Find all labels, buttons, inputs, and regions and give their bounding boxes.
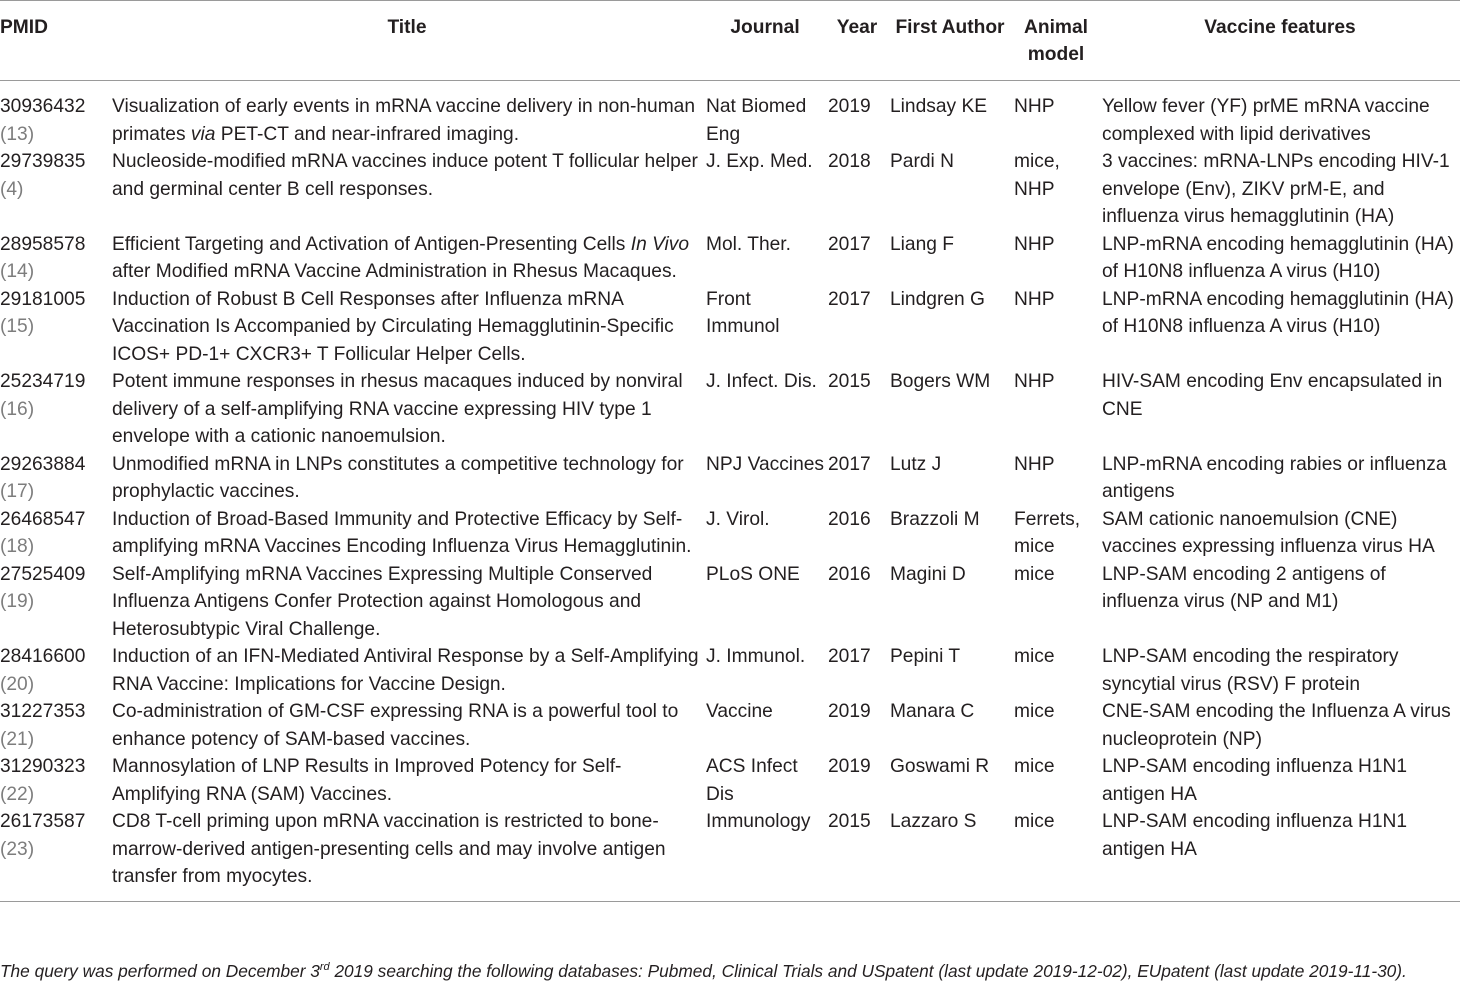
- reference-link: (20): [0, 673, 35, 695]
- cell-first-author: Manara C: [890, 701, 975, 722]
- pmid-value: 28416600: [0, 646, 86, 667]
- cell-journal: Vaccine: [706, 701, 773, 722]
- cell-animal-model: mice: [1014, 756, 1055, 777]
- pmid-value: 31290323: [0, 756, 86, 777]
- title-text-rest: after Modified mRNA Vaccine Administration in Rhesus Macaques.: [112, 261, 677, 282]
- reference-link: (18): [0, 536, 35, 557]
- cell-title: [110, 561, 704, 644]
- title-text: Co-administration of GM-CSF expressing RNA is a powerful tool to enhance potency of SAM-based vaccines.: [112, 701, 679, 750]
- cell-pmid: [0, 506, 110, 561]
- cell-first-author: Liang F: [890, 233, 954, 255]
- title-text: Visualization of early events in mRNA vaccine delivery in non-human primates: [112, 96, 696, 145]
- cell-vaccine-features: LNP-SAM encoding the respiratory syncytial virus (RSV) F protein: [1102, 646, 1399, 695]
- cell-vaccine-features: LNP-SAM encoding 2 antigens of influenza virus (NP and M1): [1102, 563, 1386, 612]
- cell-first-author: Pepini T: [890, 646, 961, 667]
- reference-link: (22): [0, 783, 35, 805]
- title-text: Nucleoside-modified mRNA vaccines induce potent T follicular helper and germinal center B cell responses.: [112, 151, 698, 200]
- pmid-value: 27525409: [0, 563, 86, 585]
- cell-title: [110, 808, 704, 901]
- cell-journal: ACS Infect Dis: [706, 756, 798, 805]
- cell-year: 2017: [828, 233, 871, 255]
- table-row: [0, 753, 1460, 808]
- title-text: Efficient Targeting and Activation of Antigen-Presenting Cells: [112, 233, 631, 255]
- title-text: Self-Amplifying mRNA Vaccines Expressing Multiple Conserved Influenza Antigens Confer Protection against Homologous and Heterosubtypic Viral Challenge.: [112, 563, 653, 640]
- cell-pmid: [0, 643, 110, 698]
- pmid-value: 29181005: [0, 288, 86, 310]
- reference-link: (23): [0, 838, 35, 860]
- cell-animal-model: mice: [1014, 701, 1055, 722]
- title-text: Induction of Broad-Based Immunity and Protective Efficacy by Self-amplifying mRNA Vaccines Encoding Influenza Virus Hemagglutinin.: [112, 508, 692, 557]
- pmid-value: 29263884: [0, 453, 86, 475]
- footnote-text-start: The query was performed on December 3: [0, 961, 320, 981]
- col-header-vaccine-features: Vaccine features: [1204, 17, 1356, 38]
- pmid-value: 31227353: [0, 701, 86, 722]
- cell-first-author: Pardi N: [890, 151, 954, 172]
- table-row: [0, 451, 1460, 506]
- title-text: Induction of Robust B Cell Responses after Influenza mRNA Vaccination Is Accompanied by Circulating Hemagglutinin-Specific ICOS+ PD-1+ CXCR3+ T Follicular Helper Cells.: [112, 288, 674, 365]
- cell-year: 2017: [828, 646, 871, 667]
- cell-title: [110, 286, 704, 369]
- title-text: Induction of an IFN-Mediated Antiviral Response by a Self-Amplifying RNA Vaccine: Implications for Vaccine Design.: [112, 646, 699, 695]
- cell-pmid: [0, 81, 110, 149]
- table-row: [0, 561, 1460, 644]
- cell-first-author: Bogers WM: [890, 371, 991, 392]
- cell-journal: Immunology: [706, 811, 811, 832]
- table-row: [0, 808, 1460, 901]
- cell-first-author: Lindgren G: [890, 288, 985, 310]
- cell-pmid: [0, 286, 110, 369]
- col-header-animal-model: Animal model: [1024, 17, 1088, 65]
- cell-pmid: [0, 368, 110, 451]
- cell-first-author: Brazzoli M: [890, 508, 980, 530]
- cell-year: 2019: [828, 96, 871, 117]
- cell-first-author: Goswami R: [890, 756, 990, 777]
- cell-pmid: [0, 231, 110, 286]
- cell-year: 2015: [828, 811, 871, 832]
- cell-vaccine-features: 3 vaccines: mRNA-LNPs encoding HIV-1 envelope (Env), ZIKV prM-E, and influenza virus hemagglutinin (HA): [1102, 151, 1450, 227]
- cell-pmid: [0, 148, 110, 231]
- reference-link: (14): [0, 261, 35, 282]
- cell-first-author: Magini D: [890, 563, 966, 585]
- cell-vaccine-features: Yellow fever (YF) prME mRNA vaccine complexed with lipid derivatives: [1102, 96, 1430, 145]
- reference-link: (17): [0, 481, 35, 502]
- cell-pmid: [0, 753, 110, 808]
- cell-vaccine-features: CNE-SAM encoding the Influenza A virus nucleoprotein (NP): [1102, 701, 1451, 750]
- cell-vaccine-features: LNP-SAM encoding influenza H1N1 antigen HA: [1102, 756, 1408, 805]
- cell-year: 2019: [828, 701, 871, 722]
- table-row: [0, 506, 1460, 561]
- cell-first-author: Lazzaro S: [890, 811, 977, 832]
- cell-journal: Mol. Ther.: [706, 233, 791, 255]
- cell-vaccine-features: LNP-mRNA encoding hemagglutinin (HA) of H10N8 influenza A virus (H10): [1102, 233, 1454, 282]
- reference-link: (15): [0, 316, 35, 337]
- cell-animal-model: NHP: [1014, 371, 1055, 392]
- cell-animal-model: NHP: [1014, 233, 1055, 255]
- cell-year: 2015: [828, 371, 871, 392]
- pmid-value: 25234719: [0, 371, 86, 392]
- cell-journal: J. Virol.: [706, 508, 770, 530]
- cell-vaccine-features: SAM cationic nanoemulsion (CNE) vaccines expressing influenza virus HA: [1102, 508, 1435, 557]
- cell-pmid: [0, 698, 110, 753]
- cell-pmid: [0, 451, 110, 506]
- reference-link: (16): [0, 398, 35, 420]
- cell-animal-model: NHP: [1014, 288, 1055, 310]
- pmid-value: 26173587: [0, 811, 86, 832]
- title-text: Unmodified mRNA in LNPs constitutes a competitive technology for prophylactic vaccines.: [112, 453, 684, 502]
- table-footnote: [0, 960, 1407, 982]
- cell-vaccine-features: LNP-mRNA encoding hemagglutinin (HA) of H10N8 influenza A virus (H10): [1102, 288, 1454, 337]
- title-text: Mannosylation of LNP Results in Improved Potency for Self-Amplifying RNA (SAM) Vaccines.: [112, 756, 622, 805]
- cell-journal: PLoS ONE: [706, 563, 800, 585]
- pmid-value: 29739835: [0, 151, 86, 172]
- cell-journal: Front Immunol: [706, 288, 780, 337]
- col-header-pmid: PMID: [0, 17, 48, 38]
- table-row: [0, 231, 1460, 286]
- cell-vaccine-features: LNP-SAM encoding influenza H1N1 antigen HA: [1102, 811, 1408, 860]
- table-row: [0, 81, 1460, 149]
- reference-link: (13): [0, 123, 35, 145]
- title-text: Potent immune responses in rhesus macaques induced by nonviral delivery of a self-amplifying RNA vaccine expressing HIV type 1 envelope with a cationic nanoemulsion.: [112, 371, 683, 447]
- reference-link: (4): [0, 178, 24, 200]
- footnote-ordinal-suffix: rd: [319, 961, 330, 973]
- col-header-title: Title: [387, 17, 427, 38]
- cell-first-author: Lutz J: [890, 453, 942, 475]
- table-row: [0, 286, 1460, 369]
- table-row: [0, 368, 1460, 451]
- reference-link: (19): [0, 591, 35, 612]
- footnote-text-end: 2019 searching the following databases: Pubmed, Clinical Trials and USpatent (last update 2019-12-02), EUpatent (last update 2019-11-30).: [329, 961, 1407, 981]
- cell-year: 2016: [828, 563, 871, 585]
- cell-title: [110, 148, 704, 231]
- pmid-value: 30936432: [0, 96, 86, 117]
- col-header-journal: Journal: [730, 17, 800, 38]
- cell-title: [110, 643, 704, 698]
- pmid-value: 28958578: [0, 233, 86, 255]
- cell-journal: NPJ Vaccines: [706, 453, 825, 475]
- cell-animal-model: mice: [1014, 811, 1055, 832]
- cell-animal-model: mice: [1014, 563, 1055, 585]
- cell-animal-model: mice, NHP: [1014, 151, 1060, 200]
- cell-journal: J. Immunol.: [706, 646, 806, 667]
- header-row: [0, 1, 1460, 81]
- title-text: CD8 T-cell priming upon mRNA vaccination is restricted to bone-marrow-derived antigen-presenting cells and may involve antigen transfer from myocytes.: [112, 811, 666, 887]
- cell-pmid: [0, 561, 110, 644]
- reference-link: (21): [0, 728, 35, 750]
- cell-title: [110, 698, 704, 753]
- table-row: [0, 643, 1460, 698]
- cell-vaccine-features: HIV-SAM encoding Env encapsulated in CNE: [1102, 371, 1443, 420]
- cell-vaccine-features: LNP-mRNA encoding rabies or influenza antigens: [1102, 453, 1447, 502]
- table-row: [0, 698, 1460, 753]
- title-italic-text: In Vivo: [630, 233, 690, 255]
- cell-title: [110, 753, 704, 808]
- cell-pmid: [0, 808, 110, 901]
- cell-journal: J. Infect. Dis.: [706, 371, 817, 392]
- cell-first-author: Lindsay KE: [890, 96, 988, 117]
- cell-journal: Nat Biomed Eng: [706, 96, 807, 145]
- title-text-rest: PET-CT and near-infrared imaging.: [215, 123, 520, 145]
- cell-year: 2019: [828, 756, 871, 777]
- cell-year: 2017: [828, 288, 871, 310]
- title-italic-text: via: [190, 123, 216, 145]
- table-row: [0, 148, 1460, 231]
- cell-journal: J. Exp. Med.: [706, 151, 813, 172]
- cell-title: [110, 451, 704, 506]
- pmid-value: 26468547: [0, 508, 86, 530]
- table-body: [0, 81, 1460, 902]
- cell-title: [110, 231, 704, 286]
- cell-year: 2017: [828, 453, 871, 475]
- cell-animal-model: mice: [1014, 646, 1055, 667]
- cell-title: [110, 368, 704, 451]
- cell-animal-model: Ferrets, mice: [1014, 508, 1081, 557]
- cell-year: 2018: [828, 151, 871, 172]
- cell-year: 2016: [828, 508, 871, 530]
- cell-title: [110, 506, 704, 561]
- col-header-first-author: First Author: [895, 17, 1005, 38]
- cell-animal-model: NHP: [1014, 96, 1055, 117]
- cell-animal-model: NHP: [1014, 453, 1055, 475]
- col-header-year: Year: [836, 17, 878, 38]
- cell-title: [110, 81, 704, 149]
